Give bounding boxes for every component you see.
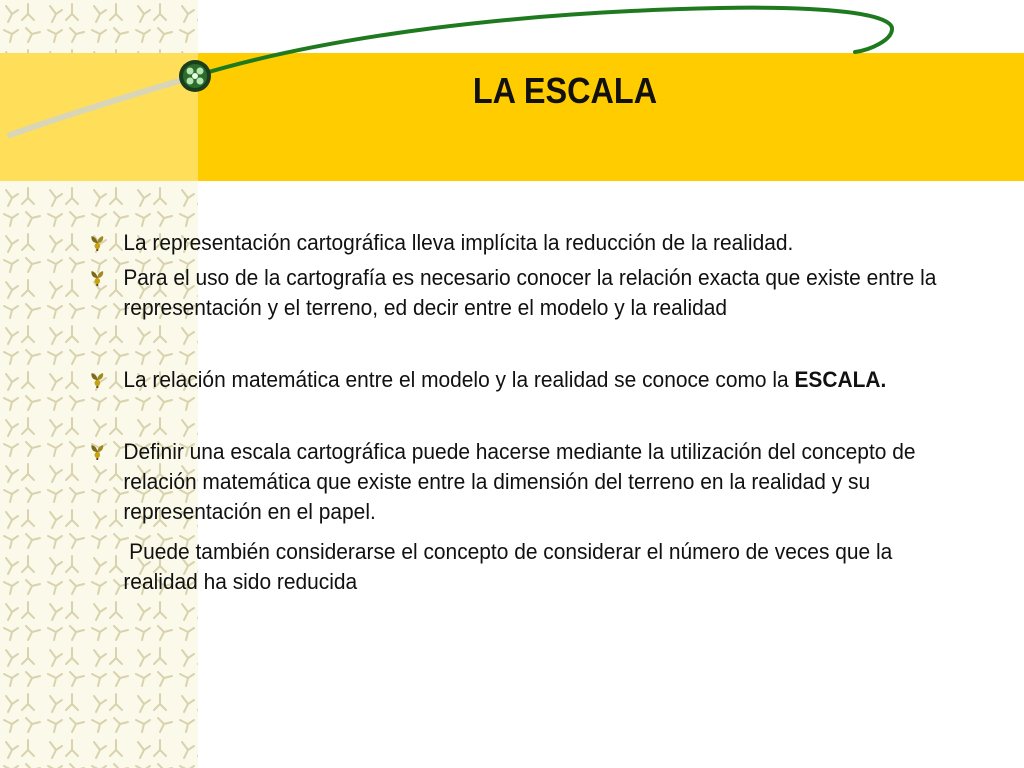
bullet-text: Para el uso de la cartografía es necesario conocer la relación exacta que existe entre la representación y el terreno, ed decir entre el modelo y la realidad (123, 265, 937, 320)
bullet-item (88, 263, 960, 323)
green-orb-icon (179, 60, 211, 92)
bullet-item (88, 437, 960, 527)
sprout-bullet-icon (88, 268, 107, 288)
continuation-text: Puede también considerarse el concepto de considerar el número de veces que la realidad ha sido reducida (123, 539, 899, 594)
bullet-item (88, 228, 960, 258)
bullet-text: Definir una escala cartográfica puede hacerse mediante la utilización del concepto de relación matemática que existe entre la dimensión del terreno en la realidad y su representación en el papel. (123, 439, 916, 524)
slide-title: LA ESCALA (472, 70, 658, 111)
bullet-text: La representación cartográfica lleva implícita la reducción de la realidad. (123, 230, 794, 255)
sprout-bullet-icon (88, 442, 107, 462)
bullet-emphasis: ESCALA. (794, 367, 887, 392)
continuation-paragraph (88, 537, 960, 597)
sprout-bullet-icon (88, 370, 107, 390)
bullet-list (88, 228, 948, 597)
bullet-item (88, 365, 960, 395)
sprout-bullet-icon (88, 233, 107, 253)
bullet-text: La relación matemática entre el modelo y la realidad se conoce como la (123, 367, 795, 392)
